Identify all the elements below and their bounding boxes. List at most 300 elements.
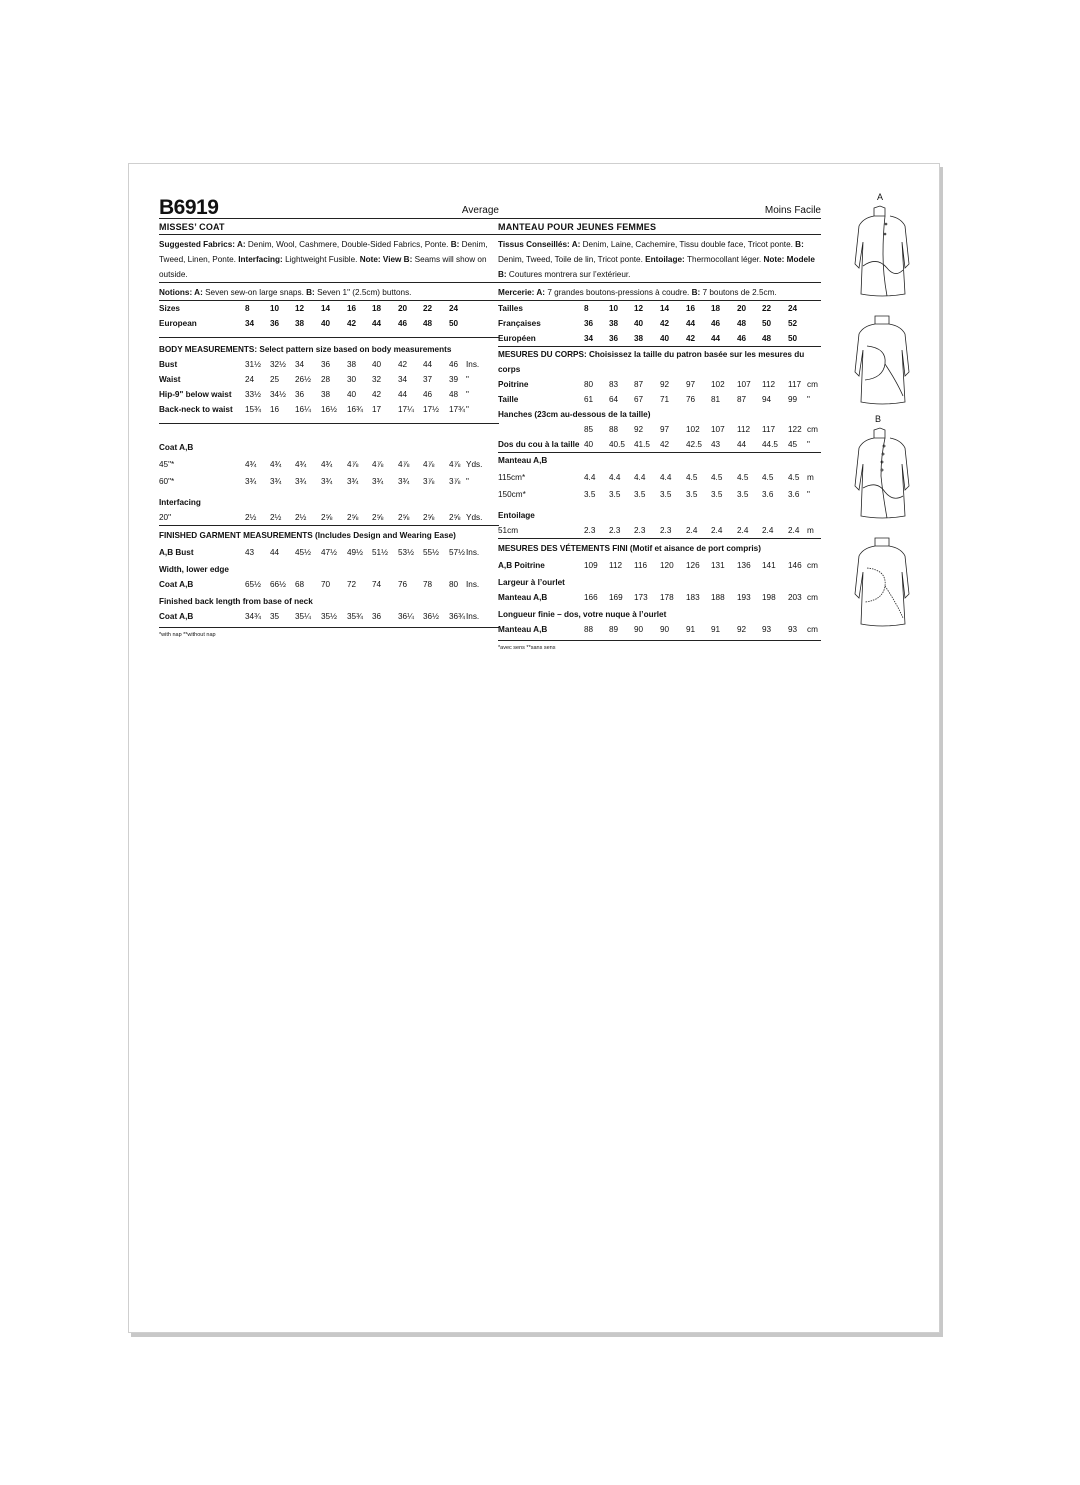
row-label: 51cm xyxy=(498,526,519,535)
table-cell: 2⅝ xyxy=(347,513,359,522)
garment-title: MISSES’ COAT xyxy=(159,219,499,235)
interfacing-label-fr: Entoilage: xyxy=(645,255,688,264)
table-cell: 40 xyxy=(372,360,382,369)
table-cell: 3.5 xyxy=(711,490,723,499)
table-cell: 50 xyxy=(449,319,459,328)
footnote-fr: *avec sens **sans sens xyxy=(498,645,556,651)
table-cell: 24 xyxy=(449,304,459,313)
table-cell: 36¼ xyxy=(398,612,414,621)
width-table xyxy=(159,577,499,592)
size-table-fr xyxy=(498,301,821,346)
table-cell: 3.5 xyxy=(660,490,672,499)
unit-label: cm xyxy=(807,380,818,389)
table-cell: 2⅝ xyxy=(398,513,410,522)
table-cell: 38 xyxy=(634,334,644,343)
unit-label: " xyxy=(466,390,469,399)
view-a-back-sketch xyxy=(847,312,917,408)
table-cell: 46 xyxy=(711,319,721,328)
table-cell: 122 xyxy=(788,425,802,434)
table-cell: 193 xyxy=(737,593,751,602)
table-cell: 102 xyxy=(686,425,700,434)
table-row xyxy=(498,622,821,637)
table-cell: 3¾ xyxy=(270,477,282,486)
back-length-table xyxy=(159,609,499,624)
finished-bust-table-fr xyxy=(498,558,821,573)
body-measurements-heading-fr: MESURES DU CORPS: Choisissez la taille du patron basée sur les mesures du corps xyxy=(498,350,805,374)
table-row xyxy=(498,331,821,346)
table-cell: 36 xyxy=(270,319,280,328)
table-cell: 188 xyxy=(711,593,725,602)
size-table xyxy=(159,301,499,331)
view-a-fabrics: Denim, Wool, Cashmere, Double-Sided Fabrics, Ponte. xyxy=(247,240,451,249)
unit-label: Yds. xyxy=(466,513,483,522)
unit-label: Ins. xyxy=(466,360,480,369)
garment-title-fr: MANTEAU POUR JEUNES FEMMES xyxy=(498,219,821,235)
table-cell: 38 xyxy=(347,360,357,369)
table-cell: 97 xyxy=(660,425,670,434)
table-cell: 94 xyxy=(762,395,772,404)
table-cell: 90 xyxy=(634,625,644,634)
fabrics-label: Suggested Fabrics: xyxy=(159,240,237,249)
table-cell: 31½ xyxy=(245,360,261,369)
finished-bust-table xyxy=(159,545,499,560)
table-cell: 91 xyxy=(686,625,696,634)
table-cell: 2.4 xyxy=(711,526,723,535)
table-cell: 3.6 xyxy=(788,490,800,499)
table-cell: 3⅞ xyxy=(423,477,435,486)
row-label: A,B Poitrine xyxy=(498,561,545,570)
note-label-fr: Note: Modele B: xyxy=(498,255,815,279)
table-cell: 2.4 xyxy=(686,526,698,535)
table-cell: 43 xyxy=(245,548,255,557)
table-row xyxy=(498,470,821,487)
notions-a-text-fr: 7 grandes boutons-pressions à coudre. xyxy=(547,288,692,297)
table-row xyxy=(498,437,821,452)
row-label: Européen xyxy=(498,334,536,343)
table-cell: 42 xyxy=(686,334,696,343)
table-cell: 51½ xyxy=(372,548,388,557)
table-cell: 107 xyxy=(737,380,751,389)
table-cell: 70 xyxy=(321,580,331,589)
unit-label: " xyxy=(807,490,810,499)
table-cell: 16 xyxy=(686,304,696,313)
table-cell: 2⅝ xyxy=(372,513,384,522)
view-b-fabrics: Denim, Tweed, Linen, Ponte. xyxy=(159,240,488,264)
table-cell: 16½ xyxy=(321,405,337,414)
table-cell: 16 xyxy=(270,405,280,414)
table-row xyxy=(498,392,821,407)
table-cell: 198 xyxy=(762,593,776,602)
table-cell: 107 xyxy=(711,425,725,434)
coat-yardage-heading-fr: Manteau A,B xyxy=(498,456,548,465)
footnote: *with nap **without nap xyxy=(159,632,216,638)
notions-label-fr: Mercerie: xyxy=(498,288,537,297)
width-heading: Width, lower edge xyxy=(159,565,229,574)
table-cell: 36 xyxy=(609,334,619,343)
table-cell: 40 xyxy=(584,440,594,449)
coat-yardage-heading: Coat A,B xyxy=(159,443,194,452)
view-a-letter: A xyxy=(877,192,884,202)
table-cell: 36 xyxy=(321,360,331,369)
table-cell: 93 xyxy=(788,625,798,634)
unit-label: cm xyxy=(807,593,818,602)
notions-label: Notions: xyxy=(159,288,195,297)
table-cell: 53½ xyxy=(398,548,414,557)
table-cell: 46 xyxy=(423,390,433,399)
table-row xyxy=(159,474,499,491)
table-cell: 173 xyxy=(634,593,648,602)
table-cell: 10 xyxy=(270,304,280,313)
french-column xyxy=(498,196,821,651)
table-cell: 33½ xyxy=(245,390,261,399)
row-label: Coat A,B xyxy=(159,580,194,589)
table-row xyxy=(159,545,499,560)
width-table-fr xyxy=(498,590,821,605)
table-cell: 12 xyxy=(634,304,644,313)
table-row xyxy=(159,372,499,387)
finished-measurements-heading-fr: MESURES DES VÉTEMENTS FINI (Motif et aisance de port compris) xyxy=(498,544,761,553)
note-label: Note: View B: xyxy=(359,255,415,264)
table-cell: 141 xyxy=(762,561,776,570)
table-cell: 120 xyxy=(660,561,674,570)
table-cell: 126 xyxy=(686,561,700,570)
table-cell: 16 xyxy=(347,304,357,313)
table-cell: 28 xyxy=(321,375,331,384)
table-cell: 183 xyxy=(686,593,700,602)
table-cell: 45½ xyxy=(295,548,311,557)
table-cell: 2½ xyxy=(245,513,257,522)
table-cell: 34½ xyxy=(270,390,286,399)
table-cell: 80 xyxy=(584,380,594,389)
row-label: 150cm* xyxy=(498,490,526,499)
table-cell: 35 xyxy=(270,612,280,621)
table-cell: 4.5 xyxy=(788,473,800,482)
table-cell: 34 xyxy=(295,360,305,369)
row-label: Hip-9" below waist xyxy=(159,390,232,399)
notions-b-label: B: xyxy=(306,288,318,297)
back-length-heading: Finished back length from base of neck xyxy=(159,597,313,606)
difficulty-level: Average xyxy=(461,205,499,216)
table-cell: 2.3 xyxy=(634,526,646,535)
table-cell: 50 xyxy=(762,319,772,328)
table-cell: 3⅞ xyxy=(449,477,461,486)
table-cell: 3.5 xyxy=(686,490,698,499)
interfacing-text-fr: Thermocollant léger. xyxy=(687,255,764,264)
table-cell: 64 xyxy=(609,395,619,404)
table-cell: 4⅞ xyxy=(372,460,384,469)
table-cell: 35¾ xyxy=(347,612,363,621)
table-cell: 32 xyxy=(372,375,382,384)
table-cell: 16¼ xyxy=(295,405,311,414)
table-cell: 48 xyxy=(762,334,772,343)
table-cell: 47½ xyxy=(321,548,337,557)
table-row xyxy=(498,487,821,504)
table-cell: 85 xyxy=(584,425,594,434)
row-label: 115cm* xyxy=(498,473,526,482)
table-cell: 99 xyxy=(788,395,798,404)
fr-header xyxy=(498,196,821,219)
table-cell: 89 xyxy=(609,625,619,634)
table-cell: 36¾ xyxy=(449,612,465,621)
table-cell: 72 xyxy=(347,580,357,589)
table-cell: 3.5 xyxy=(634,490,646,499)
table-cell: 42 xyxy=(660,319,670,328)
row-label: Tailles xyxy=(498,304,523,313)
note-text: Seams will show on outside. xyxy=(159,255,487,279)
body-measurements-heading: BODY MEASUREMENTS: Select pattern size based on body measurements xyxy=(159,345,452,354)
unit-label: cm xyxy=(807,625,818,634)
table-cell: 36½ xyxy=(423,612,439,621)
unit-label: Ins. xyxy=(466,612,480,621)
table-cell: 44 xyxy=(398,390,408,399)
table-cell: 17½ xyxy=(423,405,439,414)
table-cell: 48 xyxy=(423,319,433,328)
table-cell: 92 xyxy=(634,425,644,434)
table-cell: 166 xyxy=(584,593,598,602)
coat-yardage-table xyxy=(159,457,499,491)
table-cell: 42 xyxy=(660,440,670,449)
table-cell: 109 xyxy=(584,561,598,570)
table-cell: 4¾ xyxy=(270,460,282,469)
table-cell: 3¾ xyxy=(347,477,359,486)
table-cell: 26½ xyxy=(295,375,311,384)
table-cell: 61 xyxy=(584,395,594,404)
row-label: Françaises xyxy=(498,319,541,328)
note-text-fr: Coutures montrera sur l’extérieur. xyxy=(508,270,631,279)
table-row xyxy=(498,377,821,392)
table-cell: 88 xyxy=(609,425,619,434)
row-label: Sizes xyxy=(159,304,180,313)
unit-label: Ins. xyxy=(466,548,480,557)
table-cell: 4.4 xyxy=(584,473,596,482)
row-label: Bust xyxy=(159,360,178,369)
table-cell: 36 xyxy=(584,319,594,328)
notions-a-label-fr: A: xyxy=(536,288,548,297)
unit-label: " xyxy=(466,405,469,414)
table-cell: 3¾ xyxy=(295,477,307,486)
table-cell: 102 xyxy=(711,380,725,389)
notions-b-text: Seven 1" (2.5cm) buttons. xyxy=(317,288,412,297)
view-a-fabrics-fr: Denim, Laine, Cachemire, Tissu double face, Tricot ponte. xyxy=(582,240,796,249)
table-cell: 146 xyxy=(788,561,802,570)
table-cell: 35¼ xyxy=(295,612,311,621)
table-cell: 2.3 xyxy=(609,526,621,535)
table-cell: 4.5 xyxy=(737,473,749,482)
table-cell: 44.5 xyxy=(762,440,778,449)
unit-label: Ins. xyxy=(466,580,480,589)
table-cell: 3¾ xyxy=(321,477,333,486)
width-heading-fr: Largeur à l’ourlet xyxy=(498,578,565,587)
table-cell: 15¾ xyxy=(245,405,261,414)
back-length-heading-fr: Longueur finie – dos, votre nuque à l’ourlet xyxy=(498,610,667,619)
view-a-label-fr: A: xyxy=(571,240,583,249)
table-cell: 41.5 xyxy=(634,440,650,449)
table-cell: 81 xyxy=(711,395,721,404)
table-row xyxy=(159,577,499,592)
table-cell: 92 xyxy=(660,380,670,389)
table-cell: 34 xyxy=(584,334,594,343)
table-row xyxy=(498,316,821,331)
view-a-front-sketch xyxy=(847,204,917,300)
row-label: Dos du cou à la taille xyxy=(498,440,580,449)
table-cell: 46 xyxy=(737,334,747,343)
table-cell: 136 xyxy=(737,561,751,570)
suggested-fabrics xyxy=(159,235,499,283)
row-label: Taille xyxy=(498,395,519,404)
notions-a-label: A: xyxy=(194,288,206,297)
table-cell: 8 xyxy=(245,304,250,313)
table-cell: 25 xyxy=(270,375,280,384)
table-cell: 4⅞ xyxy=(423,460,435,469)
table-cell: 49½ xyxy=(347,548,363,557)
table-cell: 93 xyxy=(762,625,772,634)
row-label: Coat A,B xyxy=(159,612,194,621)
table-cell: 4.4 xyxy=(660,473,672,482)
table-row xyxy=(159,387,499,402)
table-cell: 57½ xyxy=(449,548,465,557)
table-cell: 3¾ xyxy=(372,477,384,486)
table-cell: 2.4 xyxy=(737,526,749,535)
en-header xyxy=(159,196,499,219)
table-cell: 24 xyxy=(788,304,798,313)
table-row xyxy=(159,402,499,417)
table-cell: 87 xyxy=(737,395,747,404)
table-cell: 2.4 xyxy=(788,526,800,535)
view-b-front-sketch xyxy=(847,426,917,522)
table-cell: 4⅞ xyxy=(398,460,410,469)
notions xyxy=(159,283,499,301)
table-cell: 18 xyxy=(711,304,721,313)
table-row xyxy=(498,558,821,573)
table-cell: 22 xyxy=(423,304,433,313)
table-cell: 4.5 xyxy=(711,473,723,482)
table-cell: 50 xyxy=(788,334,798,343)
view-b-label-fr: B: xyxy=(795,240,804,249)
table-cell: 3.5 xyxy=(609,490,621,499)
table-cell: 40 xyxy=(321,319,331,328)
unit-label: m xyxy=(807,526,814,535)
table-cell: 74 xyxy=(372,580,382,589)
table-cell: 42 xyxy=(398,360,408,369)
notions-fr xyxy=(498,283,821,301)
table-cell: 44 xyxy=(711,334,721,343)
table-cell: 34 xyxy=(245,319,255,328)
row-label: Manteau A,B xyxy=(498,625,548,634)
view-b-letter: B xyxy=(875,414,882,424)
table-cell: 17¾ xyxy=(449,405,465,414)
table-cell: 4.4 xyxy=(634,473,646,482)
table-cell: 3¾ xyxy=(245,477,257,486)
unit-label: Yds. xyxy=(466,460,483,469)
row-label: Poitrine xyxy=(498,380,529,389)
body-measurements-table xyxy=(159,357,499,417)
coat-yardage-table-fr xyxy=(498,470,821,504)
table-cell: 4.5 xyxy=(762,473,774,482)
table-cell: 116 xyxy=(634,561,648,570)
table-cell: 97 xyxy=(686,380,696,389)
table-cell: 112 xyxy=(737,425,751,434)
pattern-envelope-sheet xyxy=(128,163,940,1333)
table-row xyxy=(159,457,499,474)
row-label: Waist xyxy=(159,375,181,384)
hip-heading-fr: Hanches (23cm au-dessous de la taille) xyxy=(498,410,651,419)
table-cell: 32½ xyxy=(270,360,286,369)
table-cell: 4.4 xyxy=(609,473,621,482)
notions-b-text-fr: 7 boutons de 2.5cm. xyxy=(702,288,777,297)
table-cell: 65½ xyxy=(245,580,261,589)
table-cell: 112 xyxy=(609,561,623,570)
table-cell: 2⅝ xyxy=(449,513,461,522)
table-cell: 203 xyxy=(788,593,802,602)
interfacing-table-fr xyxy=(498,523,821,538)
table-cell: 42.5 xyxy=(686,440,702,449)
table-cell: 117 xyxy=(762,425,776,434)
table-cell: 20 xyxy=(398,304,408,313)
table-row xyxy=(498,523,821,538)
difficulty-level-fr: Moins Facile xyxy=(764,205,821,216)
table-cell: 22 xyxy=(762,304,772,313)
notions-a-text: Seven sew-on large snaps. xyxy=(205,288,307,297)
row-label: A,B Bust xyxy=(159,548,194,557)
table-cell: 52 xyxy=(788,319,798,328)
table-cell: 2½ xyxy=(270,513,282,522)
table-cell: 40 xyxy=(660,334,670,343)
table-cell: 169 xyxy=(609,593,623,602)
body-measurements-table-fr xyxy=(498,377,821,407)
view-b-back-sketch xyxy=(847,534,917,630)
table-cell: 40.5 xyxy=(609,440,625,449)
table-cell: 55½ xyxy=(423,548,439,557)
back-neck-table-fr xyxy=(498,437,821,452)
table-cell: 10 xyxy=(609,304,619,313)
interfacing-heading: Interfacing xyxy=(159,498,201,507)
unit-label: " xyxy=(807,440,810,449)
table-cell: 24 xyxy=(245,375,255,384)
table-cell: 38 xyxy=(609,319,619,328)
table-cell: 16¾ xyxy=(347,405,363,414)
table-cell: 66½ xyxy=(270,580,286,589)
english-column xyxy=(159,196,499,638)
table-cell: 40 xyxy=(347,390,357,399)
fabrics-label-fr: Tissus Conseillés: xyxy=(498,240,572,249)
table-cell: 131 xyxy=(711,561,725,570)
table-cell: 2½ xyxy=(295,513,307,522)
table-cell: 38 xyxy=(295,319,305,328)
row-label: Back-neck to waist xyxy=(159,405,233,414)
hip-table-fr xyxy=(498,422,821,437)
table-cell: 3.5 xyxy=(737,490,749,499)
table-cell: 3.5 xyxy=(584,490,596,499)
table-cell: 3¾ xyxy=(398,477,410,486)
row-label: 20" xyxy=(159,513,172,522)
table-cell: 76 xyxy=(398,580,408,589)
table-cell: 90 xyxy=(660,625,670,634)
table-cell: 4⅞ xyxy=(449,460,461,469)
table-cell: 35½ xyxy=(321,612,337,621)
table-cell: 2.3 xyxy=(660,526,672,535)
table-cell: 18 xyxy=(372,304,382,313)
table-cell: 4.5 xyxy=(686,473,698,482)
table-row xyxy=(159,609,499,624)
table-cell: 117 xyxy=(788,380,802,389)
table-cell: 2⅝ xyxy=(423,513,435,522)
pattern-code: B6919 xyxy=(159,196,219,219)
table-cell: 39 xyxy=(449,375,459,384)
table-cell: 91 xyxy=(711,625,721,634)
table-cell: 44 xyxy=(686,319,696,328)
table-cell: 88 xyxy=(584,625,594,634)
interfacing-label: Interfacing: xyxy=(238,255,286,264)
